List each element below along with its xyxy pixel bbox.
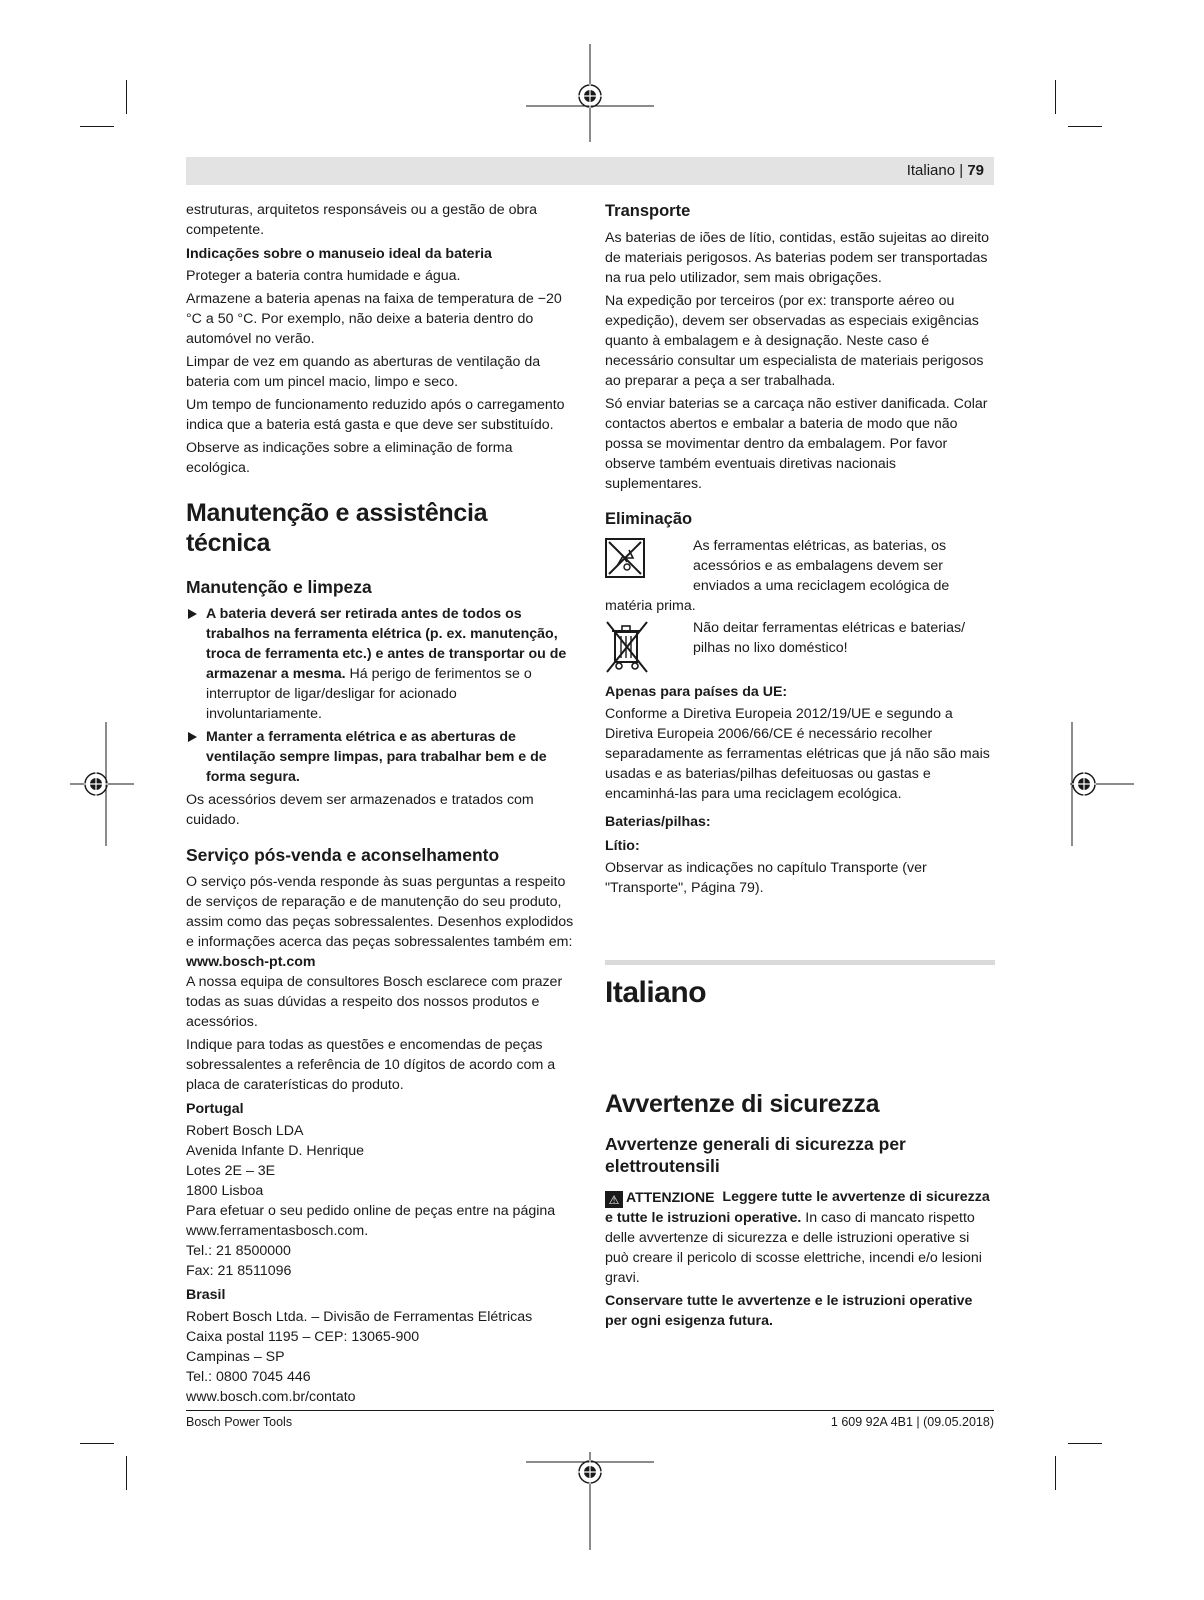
portugal-heading: Portugal — [186, 1101, 244, 1117]
address-line: Campinas – SP — [186, 1349, 285, 1365]
registration-mark-icon — [1070, 722, 1134, 846]
address-line: Para efetuar o seu pedido online de peças entre na página www.ferramentasbosch.com. — [186, 1203, 556, 1239]
battery-paragraph: Um tempo de funcionamento reduzido após o carregamento indica que a bateria está gasta e que deve ser substituído. — [186, 397, 565, 433]
page-header — [186, 157, 994, 185]
portugal-address — [186, 1121, 576, 1281]
crop-mark — [80, 1443, 114, 1444]
bullet-item — [186, 604, 576, 724]
crop-mark — [1055, 1456, 1056, 1490]
footer-right: 1 609 92A 4B1 | (09.05.2018) — [830, 1415, 994, 1429]
warning-label: ATTENZIONE — [626, 1189, 715, 1205]
address-line: Robert Bosch LDA — [186, 1123, 304, 1139]
keep-instructions: Conservare tutte le avvertenze e le istruzioni operative per ogni esigenza futura. — [605, 1293, 973, 1329]
crop-mark — [1068, 1443, 1102, 1444]
lithium-paragraph: Observar as indicações no capítulo Transporte (ver "Transporte", Página 79). — [605, 860, 927, 896]
right-column — [605, 200, 995, 1334]
warning-text: In caso di mancato rispetto delle avvertenze di sicurezza e delle istruzioni operative si può creare il pericolo di scosse elettriche, incendi e/o lesioni gravi. — [605, 1210, 982, 1286]
address-line: Fax: 21 8511096 — [186, 1263, 292, 1279]
crop-mark — [1068, 126, 1102, 127]
disposal-text-continued: matéria prima. — [605, 598, 696, 614]
warning-paragraph — [605, 1187, 995, 1288]
registration-mark-icon — [70, 722, 134, 846]
maintenance-subtitle: Manutenção e limpeza — [186, 577, 372, 597]
crop-mark — [126, 80, 127, 114]
service-paragraph: Indique para todas as questões e encomendas de peças sobressalentes a referência de 10 dígitos de acordo com a placa de caraterísticas do produto. — [186, 1037, 556, 1093]
service-subtitle: Serviço pós-venda e aconselhamento — [186, 845, 500, 865]
address-line: Robert Bosch Ltda. – Divisão de Ferramentas Elétricas — [186, 1309, 533, 1325]
brasil-heading: Brasil — [186, 1287, 226, 1303]
warning-triangle-icon: ⚠ — [605, 1191, 623, 1208]
header-section: Italiano — [906, 162, 956, 179]
safety-title: Avvertenze di sicurezza — [605, 1090, 880, 1118]
header-separator: | — [959, 162, 964, 179]
battery-paragraph: Limpar de vez em quando as aberturas de ventilação da bateria com um pincel macio, limpo e seco. — [186, 354, 541, 390]
address-line: www.bosch.com.br/contato — [186, 1389, 356, 1405]
maintenance-title: Manutenção e assistência técnica — [186, 499, 488, 557]
transport-paragraph: Na expedição por terceiros (por ex: transporte aéreo ou expedição), devem ser observadas as especiais exigências quanto à embalagem e à designação. Neste caso é necessário consultar um especialista de materiais perigosos ao preparar a peça a ser trabalhada. — [605, 293, 984, 389]
battery-paragraph: Observe as indicações sobre a eliminação de forma ecológica. — [186, 440, 513, 476]
lithium-heading: Lítio: — [605, 838, 640, 854]
address-line: Caixa postal 1195 – CEP: 13065-900 — [186, 1329, 420, 1345]
left-column — [186, 200, 576, 1407]
address-line: Tel.: 21 8500000 — [186, 1243, 291, 1259]
disposal-row — [605, 536, 995, 596]
bullet-bold-text: Manter a ferramenta elétrica e as aberturas de ventilação sempre limpas, para trabalhar bem e de forma segura. — [206, 729, 547, 785]
address-line: Avenida Infante D. Henrique — [186, 1143, 364, 1159]
service-paragraph: O serviço pós-venda responde às suas perguntas a respeito de serviços de reparação e de manutenção do seu produto, assim como das peças sobressalentes. Desenhos explodidos e informações acerca das peças sobressalentes também em: — [186, 874, 574, 950]
bullet-triangle-icon — [188, 609, 197, 619]
transport-paragraph: Só enviar baterias se a carcaça não estiver danificada. Colar contactos abertos e embalar a bateria de modo que não possa se movimentar dentro da embalagem. Por favor observe também eventuais diretivas nacionais suplementares. — [605, 396, 988, 492]
batteries-heading: Baterias/pilhas: — [605, 814, 711, 830]
bullet-text: Há perigo de ferimentos se o interruptor de ligar/desligar for acionado involuntariamente. — [206, 666, 532, 722]
bin-text: Não deitar ferramentas elétricas e baterias/ pilhas no lixo doméstico! — [693, 620, 966, 656]
bullet-triangle-icon — [188, 732, 197, 742]
bin-row — [605, 618, 995, 676]
service-url: www.bosch-pt.com — [186, 954, 316, 970]
eu-paragraph: Conforme a Diretiva Europeia 2012/19/UE e segundo a Diretiva Europeia 2006/66/CE é necessário recolher separadamente as ferramentas elétricas que já não são mais usadas e as baterias/pilhas defeituosas ou gastas e encaminhá-las para uma reciclagem ecológica. — [605, 706, 990, 802]
brasil-address — [186, 1307, 576, 1407]
registration-mark-icon — [526, 44, 654, 142]
address-line: 1800 Lisboa — [186, 1183, 264, 1199]
crop-mark — [1055, 80, 1056, 114]
address-line: Lotes 2E – 3E — [186, 1163, 276, 1179]
eu-heading: Apenas para países da UE: — [605, 684, 788, 700]
footer-left: Bosch Power Tools — [186, 1415, 293, 1429]
warning-bold-text: Leggere tutte le avvertenze di sicurezza e tutte le istruzioni operative. — [605, 1189, 990, 1226]
crop-mark — [126, 1456, 127, 1490]
transport-paragraph: As baterias de iões de lítio, contidas, estão sujeitas ao direito de materiais perigosos. As baterias podem ser transportadas na rua pelo utilizador, sem mais obrigações. — [605, 230, 990, 286]
crossed-bin-icon — [605, 620, 649, 676]
crop-mark — [80, 126, 114, 127]
intro-paragraph: estruturas, arquitetos responsáveis ou a gestão de obra competente. — [186, 202, 537, 238]
page-footer — [186, 1410, 994, 1429]
language-title: Italiano — [605, 976, 707, 1009]
service-paragraph: A nossa equipa de consultores Bosch esclarece com prazer todas as suas dúvidas a respeito dos nossos produtos e acessórios. — [186, 974, 563, 1030]
page-number: 79 — [967, 162, 984, 179]
disposal-text: As ferramentas elétricas, as baterias, os acessórios e as embalagens devem ser enviados a uma reciclagem ecológica de — [693, 538, 950, 594]
transport-heading: Transporte — [605, 202, 691, 220]
disposal-heading: Eliminação — [605, 510, 693, 528]
battery-heading: Indicações sobre o manuseio ideal da bateria — [186, 246, 492, 262]
registration-mark-icon — [526, 1452, 654, 1550]
bullet-item — [186, 727, 576, 787]
accessories-paragraph: Os acessórios devem ser armazenados e tratados com cuidado. — [186, 792, 534, 828]
safety-subtitle: Avvertenze generali di sicurezza per elettroutensili — [605, 1134, 906, 1176]
section-divider — [605, 960, 995, 965]
bullet-bold-text: A bateria deverá ser retirada antes de todos os trabalhos na ferramenta elétrica (p. ex. manutenção, troca de ferramenta etc.) e antes de transportar ou de armazenar a mesma. — [206, 606, 567, 682]
recycling-icon — [605, 538, 645, 578]
header-label — [907, 162, 984, 179]
battery-paragraph: Proteger a bateria contra humidade e água. — [186, 268, 461, 284]
warning-badge — [605, 1187, 714, 1208]
battery-paragraph: Armazene a bateria apenas na faixa de temperatura de −20 °C a 50 °C. Por exemplo, não deixe a bateria dentro do automóvel no verão. — [186, 291, 562, 347]
address-line: Tel.: 0800 7045 446 — [186, 1369, 311, 1385]
